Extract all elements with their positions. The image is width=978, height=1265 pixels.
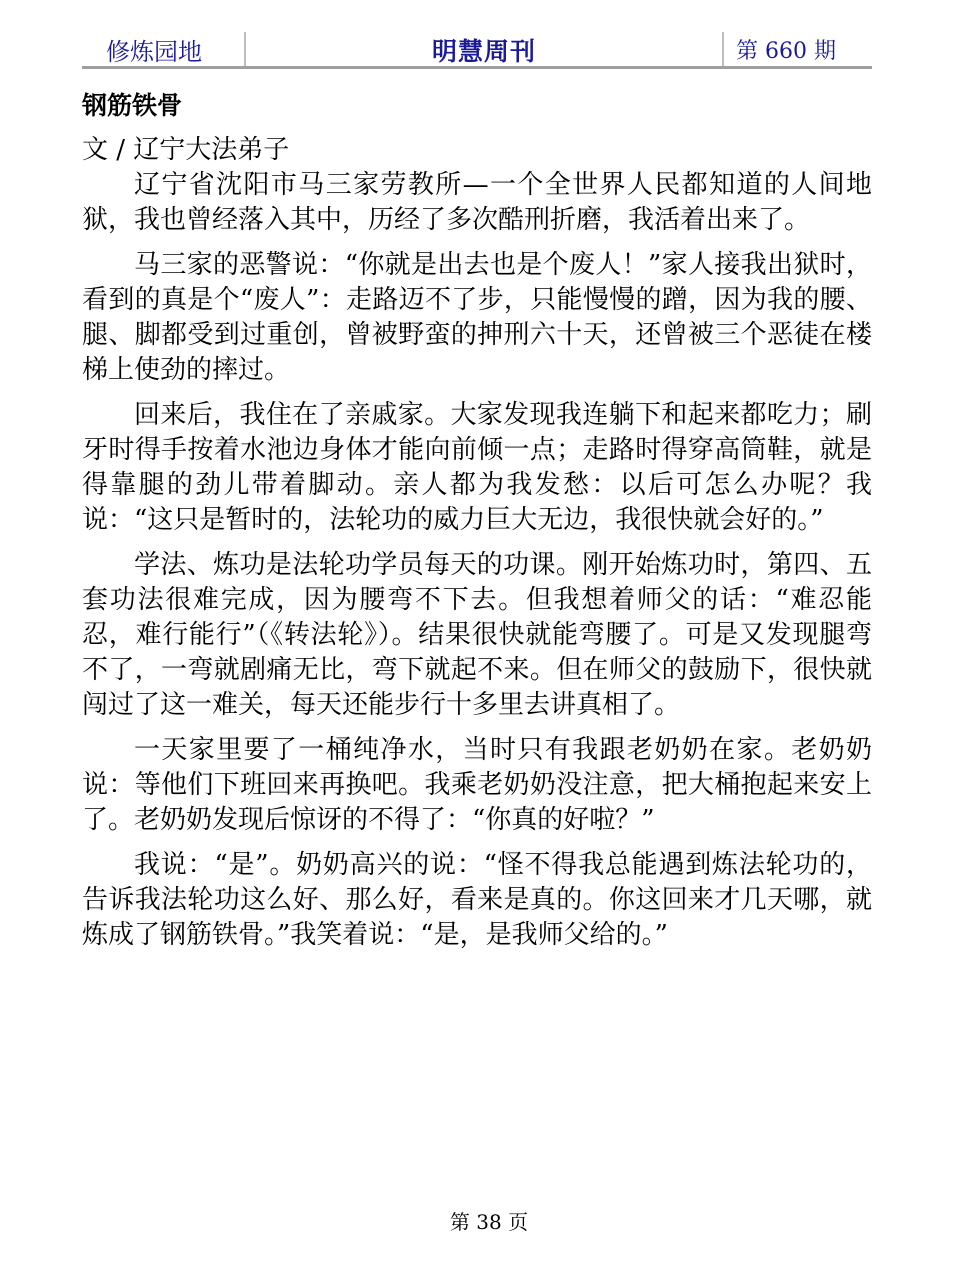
paragraph: 辽宁省沈阳市马三家劳教所—一个全世界人民都知道的人间地狱，我也曾经落入其中，历经了多次酷刑折磨，我活着出来了。 [82, 170, 872, 235]
paragraph: 我说：“是”。奶奶高兴的说：“怪不得我总能遇到炼法轮功的，告诉我法轮功这么好、那么好，看来是真的。你这回来才几天哪，就炼成了钢筋铁骨。”我笑着说：“是，是我师父给的。” [82, 850, 872, 950]
article-title: 钢筋铁骨 [82, 91, 183, 120]
article [82, 88, 872, 963]
article-byline: 文 / 辽宁大法弟子 [82, 135, 290, 165]
header-rule [82, 66, 872, 69]
paragraph: 回来后，我住在了亲戚家。大家发现我连躺下和起来都吃力；刷牙时得手按着水池边身体才能向前倾一点；走路时得穿高筒鞋，就是得靠腿的劲儿带着脚动。亲人都为我发愁：以后可怎么办呢？我说：“这只是暂时的，法轮功的威力巨大无边，我很快就会好的。” [82, 400, 872, 535]
issue-number: 第 660 期 [736, 39, 836, 64]
paragraph: 马三家的恶警说：“你就是出去也是个废人！”家人接我出狱时，看到的真是个“废人”：走路迈不了步，只能慢慢的蹭，因为我的腰、腿、脚都受到过重创，曾被野蛮的抻刑六十天，还曾被三个恶徒在楼梯上使劲的摔过。 [82, 250, 872, 385]
page-number: 第 38 页 [449, 1210, 529, 1234]
publication-title: 明慧周刊 [431, 37, 536, 66]
paragraph: 学法、炼功是法轮功学员每天的功课。刚开始炼功时，第四、五套功法很难完成，因为腰弯不下去。但我想着师父的话：“难忍能忍，难行能行”（《转法轮》）。结果很快就能弯腰了。可是又发现腿弯不了，一弯就剧痛无比，弯下就起不来。但在师父的鼓励下，很快就闯过了这一难关，每天还能步行十多里去讲真相了。 [82, 550, 872, 720]
section-name: 修炼园地 [106, 38, 202, 66]
page-header [82, 26, 872, 68]
paragraph: 一天家里要了一桶纯净水，当时只有我跟老奶奶在家。老奶奶说：等他们下班回来再换吧。我乘老奶奶没注意，把大桶抱起来安上了。老奶奶发现后惊讶的不得了：“你真的好啦？” [82, 735, 872, 835]
